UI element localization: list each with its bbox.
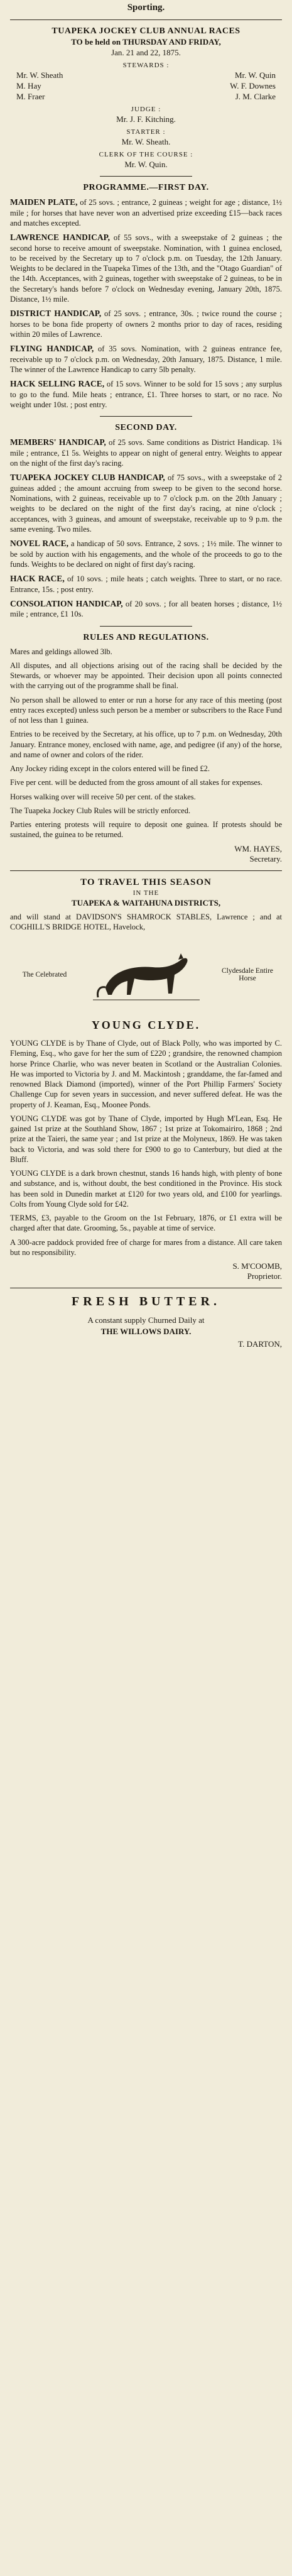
rule-paragraph: Five per cent. will be deducted from the gross amount of all stakes for expenses. (10, 778, 262, 787)
horse-caption-right: Clydesdale Entire Horse (221, 967, 274, 983)
divider (100, 176, 192, 177)
steward-name: W. F. Downes (230, 81, 276, 90)
stewards-row (16, 92, 276, 102)
race-name: FLYING HANDICAP, (10, 344, 94, 354)
fresh-butter-ad (10, 1295, 282, 1349)
ad-paragraph: YOUNG CLYDE is by Thane of Clyde, out of Black Polly, who was imported by C. Fleming, Esq., who gave for her the sum of £220 ; grandsire, the renowned champion horse Prince Charlie, who was never beaten in Scotland or the Australian Colonies. He was imported to Victoria by J. and M. Mackintosh ; granddame, the far-famed and renowned Black Diamond (imported), winner of the Port Phillip Farmers' Society Challenge Cup for seven years in succession, and never suffered defeat. He was the property of J. Keaman, Esq., Moonee Ponds. (10, 1039, 282, 1109)
horse-illustration-icon (93, 937, 200, 1012)
proprietor-title: Proprietor. (247, 1271, 282, 1281)
butter-title: FRESH BUTTER. (72, 1295, 220, 1309)
race-details: of 25 sovs. ; entrance, 2 guineas ; weight for age ; distance, 1½ mile ; for horses that have never won an advertised prize exceeding £15—back races and matches excepted. (10, 198, 283, 227)
rule-paragraph: Mares and geldings allowed 3lb. (10, 647, 112, 656)
ad-dates: Jan. 21 and 22, 1875. (111, 48, 181, 57)
rule-paragraph: The Tuapeka Jockey Club Rules will be strictly enforced. (10, 806, 191, 815)
race-entry (10, 437, 282, 468)
rule-paragraph: All disputes, and all objections arising out of the racing shall be decided by the Stewards, or whoever may be appointed. Their decision upon all points connected with the carrying out of the programme shall be final. (10, 660, 282, 691)
steward-name: M. Hay (16, 81, 41, 90)
race-entry (10, 538, 282, 569)
steward-name: M. Fraer (16, 92, 45, 101)
race-entry (10, 598, 282, 620)
race-name: DISTRICT HANDICAP, (10, 309, 102, 319)
ad-paragraph: TERMS, £3, payable to the Groom on the 1st February, 1876, or £1 extra will be charged after that date. Grooming, 5s., payable at time of service. (10, 1214, 282, 1233)
stewards-row (16, 70, 276, 80)
race-entry (10, 378, 282, 410)
race-details: of 35 sovs. Nomination, with 2 guineas entrance fee, receivable up to 7 o'clock p.m. on Wednesday, 20th January, 1875. Distance, 1 mile. The winner of the Lawrence Handicap to carry 5lb penalty. (10, 344, 282, 374)
rule-paragraph: Parties entering protests will require to deposit one guinea. If protests should be sustained, the guinea to be returned. (10, 820, 282, 840)
steward-name: J. M. Clarke (235, 92, 276, 101)
race-entry (10, 573, 282, 595)
race-details: of 10 sovs. ; mile heats ; catch weights. Three to start, or no race. Entrance, 15s. ; post entry. (10, 574, 282, 594)
race-details: of 55 sovs., with a sweepstake of 2 guineas ; the second horse to receive amount of sweepstake. Nomination, with 1 guinea enclosed, to be received by the Secretary up to 7 o'clock p.m. on Tuesday, the 12th January. Weights to be declared in the Tuapeka Times of the 13th, and the "Otago Guardian" of the 14th. Acceptances, with 2 guineas, together with sweepstake of 2 guineas, to be in the Secretary's hands before 7 o'clock on Wednesday evening, January 20th, 1875. Distance, 1½ mile. (10, 233, 282, 304)
ad-paragraph: YOUNG CLYDE was got by Thane of Clyde, imported by Hugh M'Lean, Esq. He gained 1st prize at the Southland Show, 1867 ; 1st prize at Tokomairiro, 1868 ; 2nd prize at the Taieri, the same year ; and 1st prize at the Molyneux, 1869. He was taken back to Victoria, and was sold there for £900 to go to Canterbury, but died at the Bluff. (10, 1114, 282, 1164)
race-details: of 25 sovs. Same conditions as District Handicap. 1¾ mile ; entrance, £1 5s. Weights to appear on night of general entry. Weights to appear on the night of the first day's racing. (10, 438, 283, 468)
secretary-name: WM. HAYES, (234, 843, 282, 853)
ad-paragraph: YOUNG CLYDE is a dark brown chestnut, stands 16 hands high, with plenty of bone and substance, and is, without doubt, the best conditioned in the Province. His stock has been sold in Dunedin market at £120 for two years old, and £100 for yearlings. Colts from Young Clyde sold for £42. (10, 1169, 282, 1209)
race-details: of 15 sovs. Winner to be sold for 15 sovs ; any surplus to go to the fund. Mile heats ; entrance, £1. Three horses to start, or no race. No weight under 10st. ; post entry. (10, 380, 282, 409)
day1-races (10, 197, 282, 410)
race-name: LAWRENCE HANDICAP, (10, 233, 110, 243)
race-details: a handicap of 50 sovs. Entrance, 2 sovs. ; 1½ mile. The winner to be sold by auction with his engagements, and the whole of the proceeds to go to the funds. Weights to be declared on night of first day's racing. (10, 539, 283, 569)
race-entry (10, 472, 282, 534)
divider (100, 416, 192, 417)
race-entry (10, 343, 282, 375)
travel-heading: TO TRAVEL THIS SEASON (80, 877, 212, 887)
divider (10, 19, 282, 20)
stewards-label: STEWARDS : (122, 62, 170, 69)
race-name: NOVEL RACE, (10, 539, 68, 549)
jockey-club-ad (10, 26, 282, 864)
race-details: of 75 sovs., with a sweepstake of 2 guineas added ; the amount accruing from sweep to be given to the second horse. Nominations, with 2 guineas, receivable up to 7 o'clock p.m. on the 20th January ; weights to be declared on the night of the first day's racing, at nine o'clock ; acceptances, with 3 guineas, and amount of sweepstake, receivable up to 9 p.m. the same evening. Two miles. (10, 473, 283, 534)
ad-intro: and will stand at DAVIDSON'S SHAMROCK STABLES, Lawrence ; and at COGHILL'S BRIDGE HOTEL, Havelock, (10, 912, 282, 931)
starter-label: STARTER : (126, 128, 166, 136)
districts-text: TUAPEKA & WAITAHUNA DISTRICTS, (71, 897, 221, 907)
starter-name: Mr. W. Sheath. (121, 137, 171, 146)
butter-text: A constant supply Churned Daily at (87, 1315, 205, 1325)
day1-title: PROGRAMME.—FIRST DAY. (83, 183, 209, 192)
ad-title: TUAPEKA JOCKEY CLUB ANNUAL RACES (51, 26, 241, 36)
ad-subtitle: TO be held on THURSDAY AND FRIDAY, (71, 37, 221, 47)
day2-title: SECOND DAY. (115, 423, 177, 433)
rule-paragraph: No person shall be allowed to enter or run a horse for any race of this meeting (post entry races excepted) unless such person be a member or subscribers to the Race Fund of not less than 1 guinea. (10, 695, 282, 725)
steward-name: Mr. W. Quin (234, 70, 276, 80)
horse-caption-left: The Celebrated (22, 971, 67, 979)
in-the-text: IN THE (132, 889, 160, 897)
ad-paragraph: A 300-acre paddock provided free of charge for mares from a distance. All care taken but no responsibility. (10, 1237, 282, 1257)
race-name: CONSOLATION HANDICAP, (10, 598, 123, 608)
young-clyde-ad (10, 877, 282, 1282)
race-details: of 20 sovs. ; for all beaten horses ; distance, 1½ mile ; entrance, £1 10s. (10, 599, 283, 619)
dairy-owner: T. DARTON, (238, 1339, 282, 1349)
clerk-name: Mr. W. Quin. (124, 160, 168, 169)
proprietor-name: S. M'COOMB, (232, 1261, 282, 1271)
race-entry (10, 197, 282, 228)
horse-description (10, 1038, 282, 1258)
race-name: MAIDEN PLATE, (10, 197, 78, 207)
rule-paragraph: Entries to be received by the Secretary, at his office, up to 7 p.m. on Wednesday, 20th January. Entrance money, enclosed with name, age, and pedigree (if any) of the horse, and name of owner and colors of the rider. (10, 730, 282, 759)
race-name: HACK RACE, (10, 574, 65, 584)
secretary-title: Secretary. (249, 853, 282, 863)
horse-name-title: YOUNG CLYDE. (91, 1019, 201, 1032)
rule-paragraph: Any Jockey riding except in the colors entered will be fined £2. (10, 764, 210, 774)
race-entry (10, 232, 282, 304)
race-details: of 25 sovs. ; entrance, 30s. ; twice round the course ; horses to be bona fide property of owners 2 months prior to day of races, residing within 20 miles of Lawrence. (10, 309, 282, 339)
judge-name: Mr. J. F. Kitching. (116, 114, 176, 124)
day2-races (10, 437, 282, 619)
dairy-name: THE WILLOWS DAIRY. (100, 1327, 192, 1337)
divider (100, 626, 192, 627)
judge-label: JUDGE : (131, 106, 161, 113)
rules-title: RULES AND REGULATIONS. (83, 632, 209, 642)
race-name: HACK SELLING RACE, (10, 379, 105, 389)
clerk-label: CLERK OF THE COURSE : (99, 151, 193, 158)
race-name: TUAPEKA JOCKEY CLUB HANDICAP, (10, 473, 165, 483)
divider (10, 870, 282, 871)
horse-figure (10, 937, 282, 1012)
race-name: MEMBERS' HANDICAP, (10, 437, 106, 447)
stewards-row (16, 81, 276, 91)
race-entry (10, 308, 282, 339)
rule-paragraph: Horses walking over will receive 50 per cent. of the stakes. (10, 792, 196, 801)
rules-list (10, 647, 282, 840)
section-header: Sporting. (127, 3, 165, 13)
steward-name: Mr. W. Sheath (16, 70, 63, 80)
